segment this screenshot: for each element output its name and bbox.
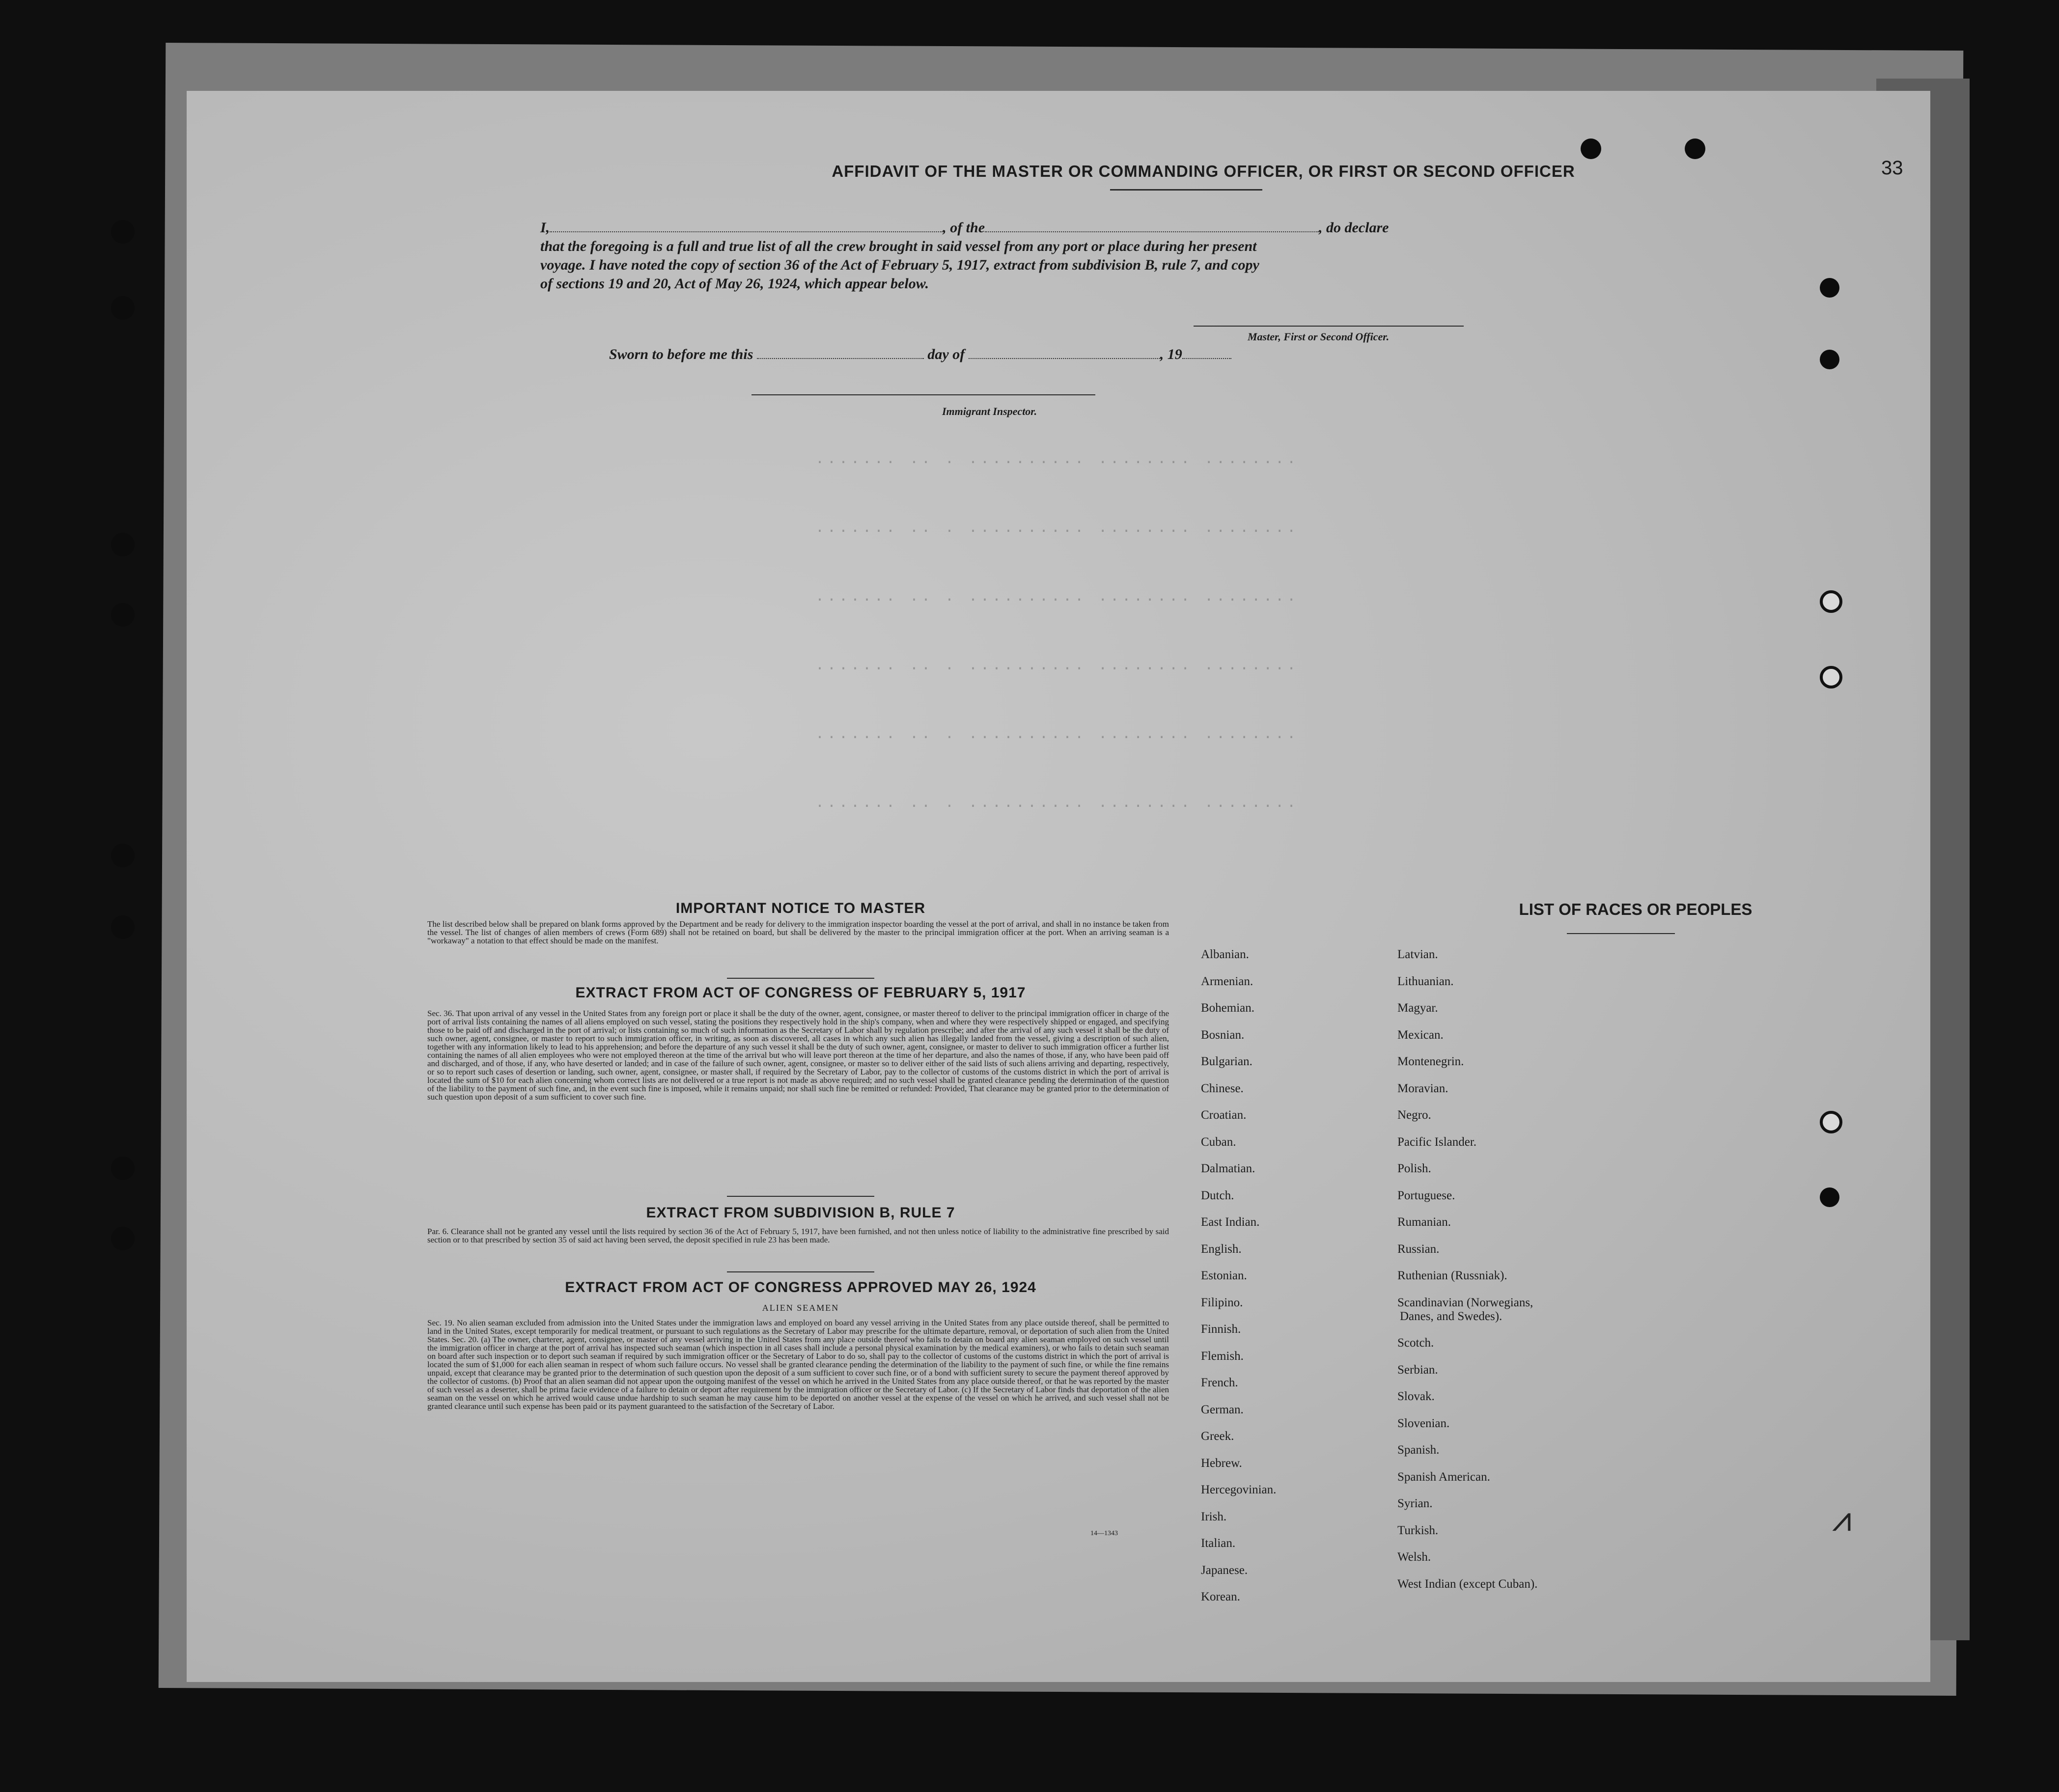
race-item: Pacific Islander. xyxy=(1397,1135,1477,1149)
race-item: Chinese. xyxy=(1201,1081,1244,1095)
notice-title: IMPORTANT NOTICE TO MASTER xyxy=(675,900,926,916)
sworn-year-blank xyxy=(1182,358,1231,359)
punch-hole xyxy=(111,603,135,627)
punch-hole xyxy=(1820,666,1842,689)
show-through-text: ······· ·· · ·········· ········ ········ xyxy=(815,523,1299,540)
race-item: Estonian. xyxy=(1201,1269,1247,1282)
race-item: Welsh. xyxy=(1397,1550,1431,1564)
show-through-text: ······· ·· · ·········· ········ ········ xyxy=(815,592,1299,608)
inspector-signature-line xyxy=(751,394,1095,395)
race-item: French. xyxy=(1201,1376,1238,1389)
race-item: Bulgarian. xyxy=(1201,1055,1252,1068)
extract-1924-title: EXTRACT FROM ACT OF CONGRESS APPROVED MAY 26, 1924 xyxy=(565,1279,1036,1296)
race-item: Flemish. xyxy=(1201,1349,1244,1363)
races-rule xyxy=(1567,933,1675,934)
punch-hole xyxy=(1685,138,1705,159)
race-item: Korean. xyxy=(1201,1590,1240,1603)
subdivision-b-rule xyxy=(727,1271,874,1272)
race-item: East Indian. xyxy=(1201,1215,1260,1229)
affidavit-of-the: , of the xyxy=(943,220,985,236)
notice-text: The list described below shall be prepared on blank forms approved by the Department and be ready for delivery to the immigration inspector boarding the vessel at the port of arrival, and shall in no instance be taken from the vessel. The list of changes of alien members of crews (Form 689) shall not be retained on board, but shall be delivered by the master to the principal immigration officer at the port. When an arriving seaman is a "workaway" a notation to that effect should be made on the manifest. xyxy=(427,919,1169,945)
extract-1917-rule xyxy=(727,1196,874,1197)
race-item: Italian. xyxy=(1201,1537,1236,1550)
race-item: Slovenian. xyxy=(1397,1416,1450,1430)
affidavit-line-2: that the foregoing is a full and true list of all the crew brought in said vessel from any port or place during her present xyxy=(540,238,1257,254)
notice-rule xyxy=(727,978,874,979)
punch-hole xyxy=(1820,1187,1839,1207)
affidavit-declare: , do declare xyxy=(1319,220,1389,236)
punch-hole xyxy=(1820,1111,1842,1133)
race-item: Serbian. xyxy=(1397,1363,1438,1377)
punch-hole xyxy=(1820,278,1839,298)
vessel-blank xyxy=(985,231,1319,232)
race-item: Russian. xyxy=(1397,1242,1440,1256)
race-item: Croatian. xyxy=(1201,1108,1247,1122)
handwritten-check-mark: ⩘ xyxy=(1832,1501,1852,1539)
race-item: Ruthenian (Russniak). xyxy=(1397,1269,1507,1282)
punch-hole xyxy=(1581,138,1601,159)
race-item: Slovak. xyxy=(1397,1390,1435,1403)
race-item: Dutch. xyxy=(1201,1188,1234,1202)
title-rule xyxy=(1110,189,1262,191)
race-item: Moravian. xyxy=(1397,1081,1448,1095)
show-through-text: ······· ·· · ·········· ········ ········ xyxy=(815,454,1299,471)
sworn-text: Sworn to before me this xyxy=(609,346,753,362)
race-item: Lithuanian. xyxy=(1397,974,1454,988)
punch-hole xyxy=(111,1157,135,1180)
race-item: Finnish. xyxy=(1201,1323,1241,1336)
page-number: 33 xyxy=(1881,157,1903,179)
race-item: Bosnian. xyxy=(1201,1028,1245,1042)
sworn-date-blank xyxy=(757,358,924,359)
show-through-text: ······· ·· · ·········· ········ ········ xyxy=(815,661,1299,677)
race-item: Cuban. xyxy=(1201,1135,1236,1149)
race-item: Dalmatian. xyxy=(1201,1162,1255,1175)
race-item: Polish. xyxy=(1397,1162,1431,1175)
race-item: Montenegrin. xyxy=(1397,1055,1464,1068)
name-blank xyxy=(550,231,943,232)
race-item: Hebrew. xyxy=(1201,1456,1242,1470)
race-item: Armenian. xyxy=(1201,974,1253,988)
sworn-day-text: day of xyxy=(927,346,965,362)
punch-hole xyxy=(1820,590,1842,613)
punch-hole xyxy=(111,296,135,320)
show-through-text: ······· ·· · ·········· ········ ········ xyxy=(815,798,1299,815)
show-through-text: ······· ·· · ·········· ········ ········ xyxy=(815,729,1299,746)
race-item: Mexican. xyxy=(1397,1028,1444,1042)
subdivision-b-text: Par. 6. Clearance shall not be granted any vessel until the lists required by section 36 of the Act of February 5, 1917, have been furnished, and not then unless notice of liability to the administrative fine prescribed by said section or to that prescribed by section 35 of said act having been served, the deposit specified in rule 23 has been made. xyxy=(427,1227,1169,1244)
race-item: Hercegovinian. xyxy=(1201,1483,1277,1496)
extract-1917-text: Sec. 36. That upon arrival of any vessel in the United States from any foreign port or place it shall be the duty of the owner, agent, consignee, or master thereof to deliver to the principal immigration officer in charge of the port of arrival lists containing the names of all aliens employed on such vessel, stating the positions they respectively hold in the ship's company, when and where they were respectively shipped or engaged, and specifying those to be paid off and discharged in the port of arrival; or lists containing so much of such information as the Secretary of Labor shall by regulation prescribe; and after the arrival of any such vessel it shall be the duty of such owner, agent, consignee, or master to report to such immigration officer, in writing, as soon as discovered, all cases in which any such alien has illegally landed from the vessel, giving a description of such alien, together with any information likely to lead to his apprehension; and before the departure of any such vessel it shall be the duty of such owner, agent, consignee, or master to deliver to such immigration officer a further list containing the names of all alien employees who were not employed thereon at the time of the arrival but who will leave port thereon at the time of her departure, and also the names of those, if any, who have been paid off and discharged, and of those, if any, who have deserted or landed; and in case of the failure of such owner, agent, consignee, or master so to deliver either of the said lists of such aliens arriving and departing, respectively, or so to report such cases of desertion or landing, such owner, agent, consignee, or master shall, if required by the Secretary of Labor, pay to the collector of customs of the customs district in which the port of arrival is located the sum of $10 for each alien concerning whom correct lists are not delivered or a true report is not made as above required; and no such vessel shall be granted clearance pending the determination of the question of the liability to the payment of such fine, and, in the event such fine is imposed, while it remains unpaid; nor shall such fine be remitted or refunded: Provided, That clearance may be granted prior to the determination of such question upon deposit of a sum sufficient to cover such fine. xyxy=(427,1009,1169,1102)
form-number: 14—1343 xyxy=(1090,1530,1118,1537)
alien-seamen-subtitle: ALIEN SEAMEN xyxy=(762,1303,839,1313)
race-item: Latvian. xyxy=(1397,948,1438,961)
affidavit-title: AFFIDAVIT OF THE MASTER OR COMMANDING OFFICER, OR FIRST OR SECOND OFFICER xyxy=(832,162,1575,180)
inspector-label: Immigrant Inspector. xyxy=(942,405,1037,417)
race-item: West Indian (except Cuban). xyxy=(1397,1577,1538,1591)
punch-hole xyxy=(111,220,135,244)
race-item: Portuguese. xyxy=(1397,1188,1455,1202)
punch-hole xyxy=(1820,350,1839,369)
races-title: LIST OF RACES OR PEOPLES xyxy=(1519,900,1753,918)
punch-hole xyxy=(111,1227,135,1250)
race-item: Danes, and Swedes). xyxy=(1400,1309,1503,1323)
subdivision-b-title: EXTRACT FROM SUBDIVISION B, RULE 7 xyxy=(646,1205,955,1221)
race-item: Syrian. xyxy=(1397,1497,1433,1510)
race-item: Negro. xyxy=(1397,1108,1431,1122)
race-item: Irish. xyxy=(1201,1510,1227,1523)
extract-1917-title: EXTRACT FROM ACT OF CONGRESS OF FEBRUARY 5, 1917 xyxy=(575,985,1026,1001)
punch-hole xyxy=(111,915,135,939)
master-signature-line xyxy=(1194,326,1464,327)
affidavit-line-1 xyxy=(540,220,1389,236)
sworn-month-blank xyxy=(969,358,1160,359)
sworn-line xyxy=(609,346,1231,363)
race-item: Greek. xyxy=(1201,1430,1234,1443)
race-item: Scandinavian (Norwegians, xyxy=(1397,1296,1533,1309)
race-item: English. xyxy=(1201,1242,1242,1256)
race-item: Spanish. xyxy=(1397,1443,1440,1457)
race-item: Spanish American. xyxy=(1397,1470,1490,1484)
punch-hole xyxy=(111,533,135,556)
sworn-year-text: , 19 xyxy=(1160,346,1182,362)
affidavit-line-4: of sections 19 and 20, Act of May 26, 1924, which appear below. xyxy=(540,276,929,292)
race-item: Albanian. xyxy=(1201,948,1249,961)
master-label: Master, First or Second Officer. xyxy=(1248,331,1390,343)
punch-hole xyxy=(111,844,135,867)
race-item: Scotch. xyxy=(1397,1336,1434,1350)
extract-1924-text: Sec. 19. No alien seaman excluded from admission into the United States under the immigration laws and employed on board any vessel arriving in the United States from any place outside thereof, shall be permitted to land in the United States, except temporarily for medical treatment, or pursuant to such regulations as the Secretary of Labor may prescribe for the ultimate departure, removal, or deportation of such alien from the United States. Sec. 20. (a) The owner, charterer, agent, consignee, or master of any vessel arriving in the United States from any place outside thereof who fails to detain on board any alien seaman employed on such vessel until the immigration officer in charge at the port of arrival has inspected such seaman (which inspection in all cases shall include a personal physical examination by the medical examiners), or who fails to detain such seaman on board after such inspection or to deport such seaman if required by such immigration officer or the Secretary of Labor to do so, shall pay to the collector of customs of the customs district in which the port of arrival is located the sum of $1,000 for each alien seaman in respect of whom such failure occurs. No vessel shall be granted clearance pending the determination of the liability to the payment of such fine, or while the fine remains unpaid, except that clearance may be granted prior to the determination of such question upon the deposit of a sum sufficient to cover such fine, or of a bond with sufficient surety to secure the payment thereof approved by the collector of customs. (b) Proof that an alien seaman did not appear upon the outgoing manifest of the vessel on which he arrived in the United States from any place outside thereof, or that he was reported by the master of such vessel as a deserter, shall be prima facie evidence of a failure to detain or deport after requirement by the immigration officer or the Secretary of Labor. (c) If the Secretary of Labor finds that deportation of the alien seaman on the vessel on which he arrived would cause undue hardship to such seaman he may cause him to be deported on another vessel at the expense of the vessel on which he arrived, and such vessel shall not be granted clearance until such expense has been paid or its payment guaranteed to the satisfaction of the Secretary of Labor. xyxy=(427,1318,1169,1411)
page-surface xyxy=(187,91,1930,1682)
race-item: Filipino. xyxy=(1201,1296,1243,1309)
document-page xyxy=(187,91,1930,1682)
race-item: Magyar. xyxy=(1397,1001,1438,1015)
race-item: Turkish. xyxy=(1397,1523,1439,1537)
affidavit-i: I, xyxy=(540,220,550,236)
race-item: Bohemian. xyxy=(1201,1001,1255,1015)
race-item: Japanese. xyxy=(1201,1563,1248,1577)
race-item: Rumanian. xyxy=(1397,1215,1451,1229)
race-item: German. xyxy=(1201,1403,1244,1416)
affidavit-line-3: voyage. I have noted the copy of section 36 of the Act of February 5, 1917, extract from subdivision B, rule 7, and copy xyxy=(540,257,1259,273)
